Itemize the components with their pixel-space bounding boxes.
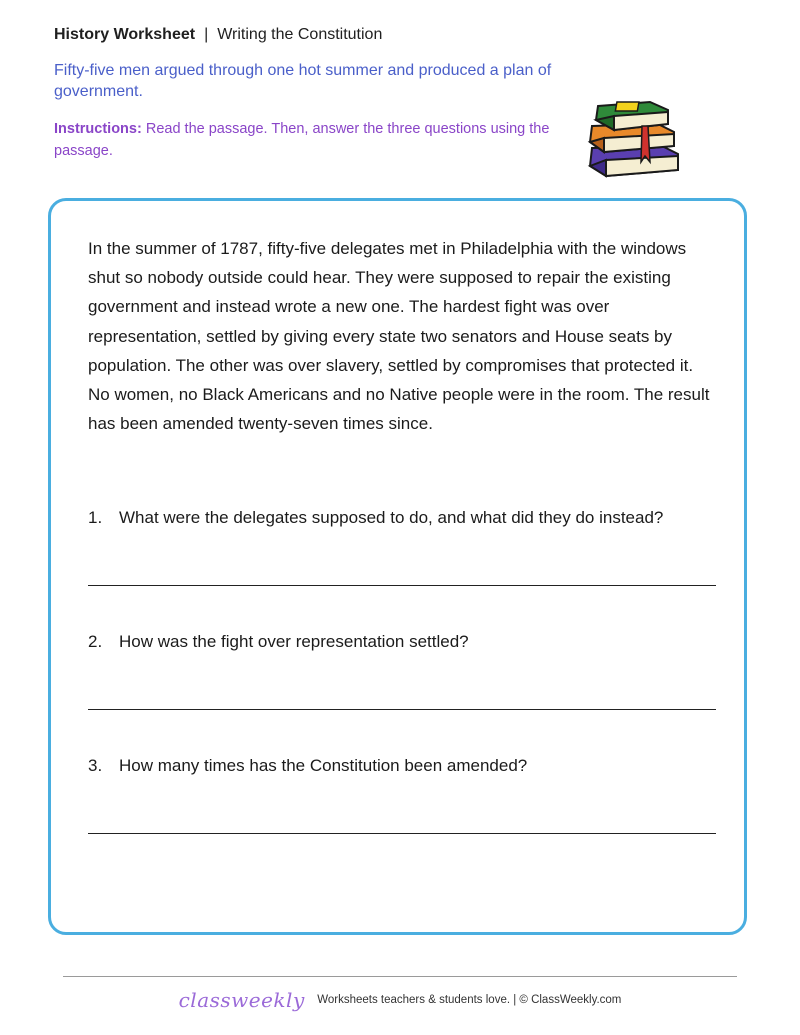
worksheet-subject: History Worksheet bbox=[54, 26, 196, 43]
answer-line-2[interactable] bbox=[88, 709, 716, 710]
footer-slogan: Worksheets teachers & students love. | © ClassWeekly.com bbox=[317, 994, 622, 1006]
answer-line-3[interactable] bbox=[88, 833, 716, 834]
question-text: How many times has the Constitution been amended? bbox=[119, 756, 528, 775]
classweekly-logo[interactable]: classweekly bbox=[178, 988, 305, 1012]
question-text: How was the fight over representation settled? bbox=[119, 632, 469, 651]
question-2 bbox=[88, 632, 716, 652]
question-1 bbox=[88, 508, 716, 528]
header-separator: | bbox=[204, 26, 209, 43]
question-3 bbox=[88, 756, 716, 776]
worksheet-tagline: Fifty-five men argued through one hot summer and produced a plan of government. bbox=[54, 62, 552, 100]
reading-passage: In the summer of 1787, fifty-five delegates met in Philadelphia with the windows shut so nobody outside could hear. They were supposed to repair the existing government and instead wrote a new one. The hardest fight was over representation, settled by giving every state two senators and House seats by population. The other was over slavery, settled by compromises that protected it. No women, no Black Americans and no Native people were in the room. The result has been amended twenty-seven times since. bbox=[88, 239, 710, 434]
instructions bbox=[54, 118, 574, 162]
worksheet-header bbox=[54, 26, 382, 44]
question-text: What were the delegates supposed to do, and what did they do instead? bbox=[119, 508, 664, 527]
instructions-text: Read the passage. Then, answer the three questions using the passage. bbox=[54, 121, 550, 159]
question-number: 3. bbox=[88, 756, 103, 775]
worksheet-topic: Writing the Constitution bbox=[217, 26, 383, 43]
footer-divider bbox=[63, 976, 737, 977]
instructions-label: Instructions: bbox=[54, 121, 142, 137]
footer bbox=[0, 988, 800, 1012]
passage-card bbox=[48, 198, 747, 935]
question-number: 1. bbox=[88, 508, 103, 527]
question-number: 2. bbox=[88, 632, 103, 651]
answer-line-1[interactable] bbox=[88, 585, 716, 586]
stack-of-books-icon bbox=[584, 96, 684, 182]
